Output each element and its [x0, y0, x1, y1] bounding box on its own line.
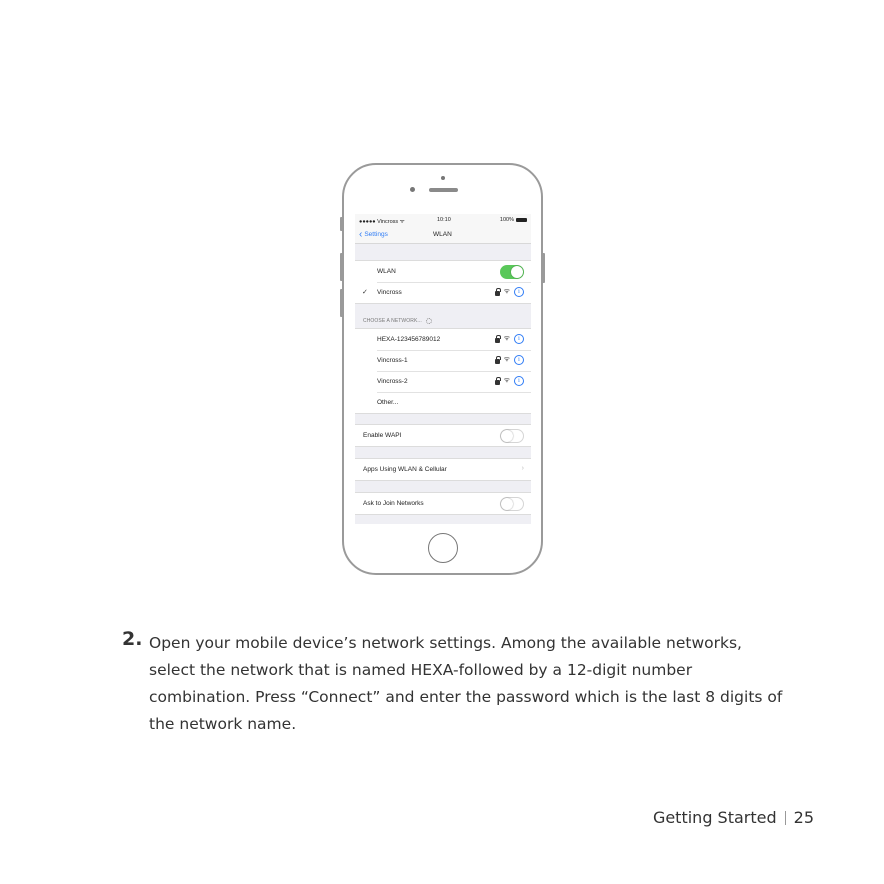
apps-group [355, 458, 531, 481]
wifi-signal-icon: ᯤ [503, 288, 510, 295]
enable-wapi-row [355, 425, 531, 446]
network-name: Vincross-2 [377, 378, 408, 385]
wapi-group [355, 424, 531, 447]
wlan-group [355, 260, 531, 304]
earpiece-speaker [429, 188, 458, 192]
status-time: 10:10 [437, 217, 451, 223]
network-name: Vincross [377, 289, 402, 296]
network-name: Vincross-1 [377, 357, 408, 364]
wlan-toggle-row [355, 261, 531, 282]
chevron-right-icon: › [521, 465, 524, 472]
volume-up-button [340, 253, 343, 281]
info-icon[interactable]: i [514, 287, 524, 297]
lock-icon [495, 380, 500, 385]
checkmark-icon: ✓ [362, 289, 368, 296]
proximity-sensor [441, 176, 445, 180]
ask-to-join-toggle[interactable] [500, 497, 524, 511]
step-instruction-text: Open your mobile device’s network settings. Among the available networks, select the network that is named HEXA-followed by a 12-digit number combination. Press “Connect” and enter the password which is the last 8 digits of the network name. [149, 634, 783, 733]
apps-using-label: Apps Using WLAN & Cellular [363, 466, 447, 473]
ask-to-join-row [355, 493, 531, 514]
footer-section-title: Getting Started [652, 808, 777, 827]
network-name: Other... [377, 399, 399, 406]
network-status-icons [495, 376, 524, 386]
other-network-row[interactable] [355, 392, 531, 413]
wifi-signal-icon: ᯤ [503, 356, 510, 363]
section-header-label: CHOOSE A NETWORK... [363, 318, 422, 324]
front-camera [410, 187, 415, 192]
wifi-signal-icon: ᯤ [503, 377, 510, 384]
choose-network-header [363, 318, 432, 324]
phone-screen [355, 214, 531, 524]
page-footer [653, 808, 814, 827]
phone-illustration [342, 163, 543, 575]
toggle-knob [501, 430, 513, 442]
power-button [542, 253, 545, 283]
back-to-settings-button[interactable] [359, 230, 388, 239]
lock-icon [495, 291, 500, 296]
wlan-toggle[interactable] [500, 265, 524, 279]
battery-percent: 100% [499, 217, 514, 223]
status-bar [355, 214, 531, 227]
step-number: 2. [122, 628, 143, 650]
network-status-icons [495, 355, 524, 365]
info-icon[interactable]: i [514, 376, 524, 386]
battery-status [500, 217, 527, 223]
nav-title: WLAN [433, 231, 452, 238]
enable-wapi-toggle[interactable] [500, 429, 524, 443]
back-label: Settings [364, 231, 388, 238]
lock-icon [495, 359, 500, 364]
carrier-label: ●●●●● Vincross ᯤ [359, 219, 405, 225]
lock-icon [495, 338, 500, 343]
network-status-icons [495, 334, 524, 344]
network-row[interactable] [355, 329, 531, 350]
apps-using-wlan-row[interactable] [355, 459, 531, 480]
connected-network-row[interactable] [355, 282, 531, 303]
network-row[interactable] [355, 371, 531, 392]
networks-list [355, 328, 531, 414]
info-icon[interactable]: i [514, 334, 524, 344]
info-icon[interactable]: i [514, 355, 524, 365]
mute-switch [340, 217, 343, 231]
toggle-knob [501, 498, 513, 510]
battery-icon [516, 218, 527, 222]
wlan-label: WLAN [377, 268, 396, 275]
footer-divider [785, 811, 786, 825]
navigation-bar [355, 227, 531, 244]
ask-to-join-group [355, 492, 531, 515]
chevron-left-icon: ‹ [359, 229, 363, 240]
toggle-knob [511, 266, 523, 278]
network-row[interactable] [355, 350, 531, 371]
page-number: 25 [793, 808, 814, 827]
wifi-status-icon: ᯤ [399, 219, 405, 225]
enable-wapi-label: Enable WAPI [363, 432, 402, 439]
network-name: HEXA-123456789012 [377, 336, 441, 343]
volume-down-button [340, 289, 343, 317]
network-status-icons [495, 287, 524, 297]
ask-to-join-label: Ask to Join Networks [363, 500, 424, 507]
home-button [428, 533, 458, 563]
wifi-signal-icon: ᯤ [503, 335, 510, 342]
loading-spinner-icon [426, 318, 432, 324]
